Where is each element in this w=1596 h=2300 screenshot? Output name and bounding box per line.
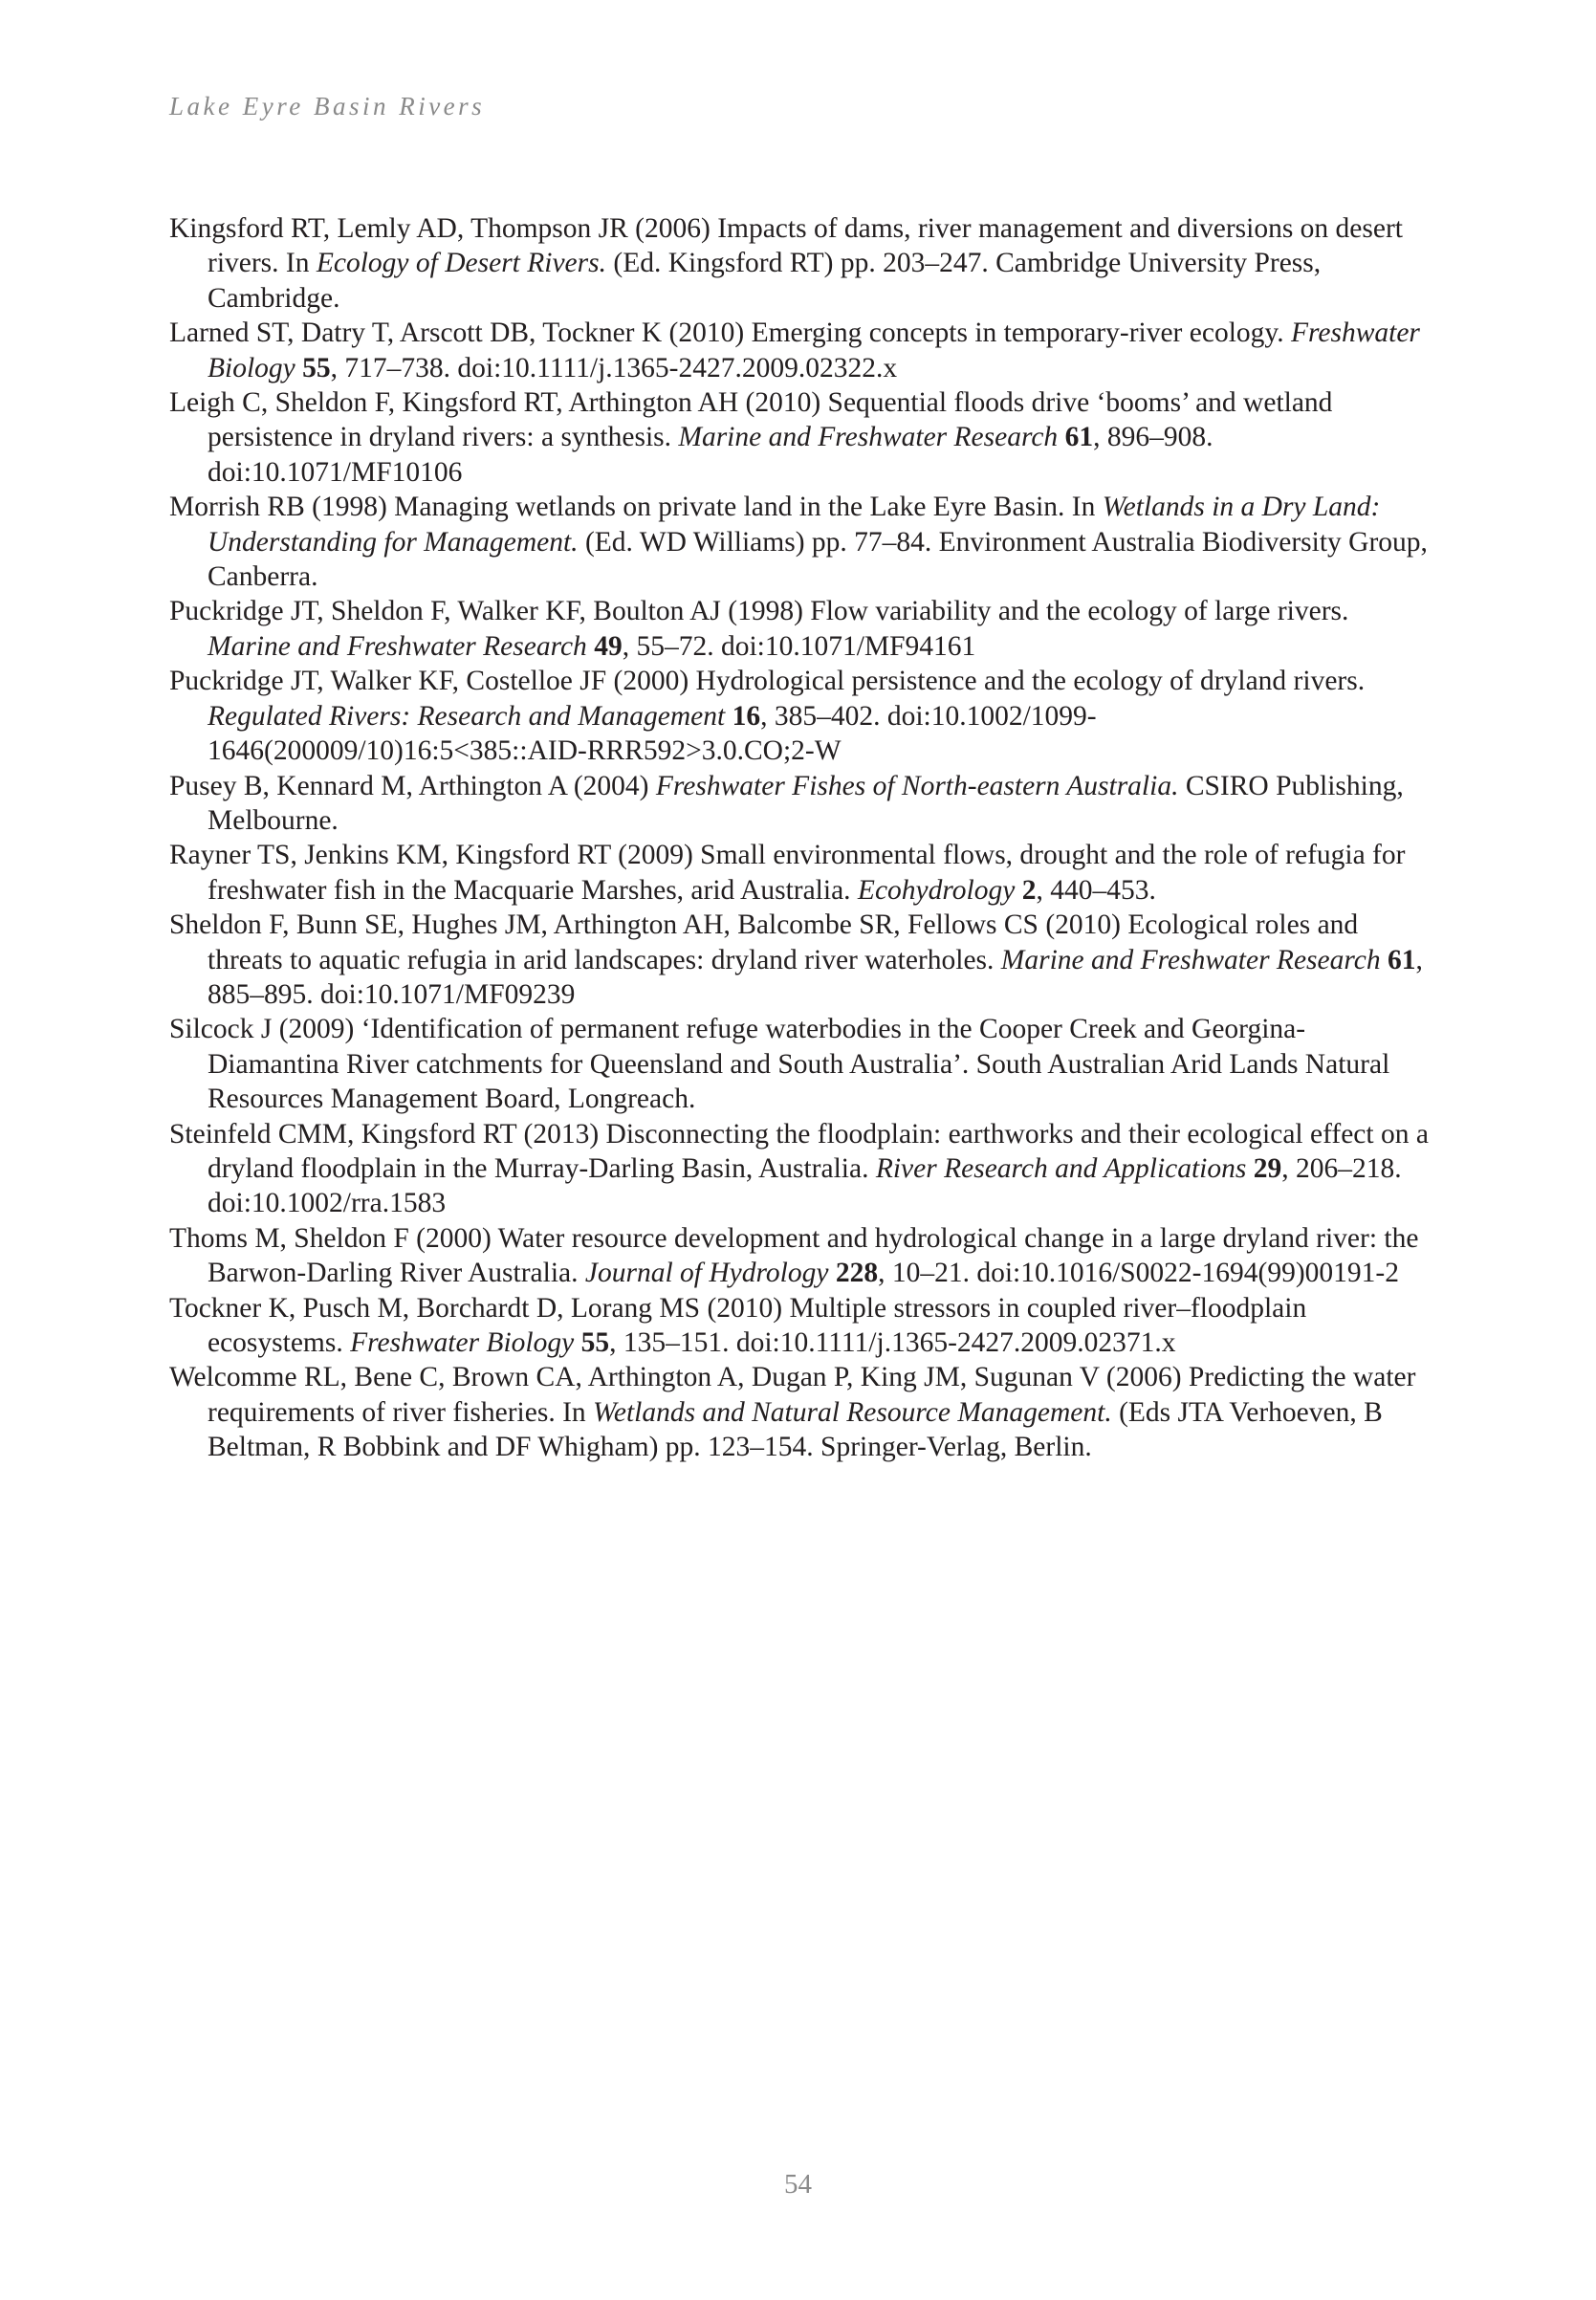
reference-text: Welcomme RL, Bene C, Brown CA, Arthington A, Dugan P, King JM, Sugunan V (2006) Predicting the water requirements of river fisheries. In <box>169 1362 1416 1428</box>
reference-entry <box>169 1221 1433 1291</box>
reference-title: Wetlands and Natural Resource Management. <box>593 1396 1112 1428</box>
reference-title: Ecology of Desert Rivers. <box>316 248 606 279</box>
reference-text: Sheldon F, Bunn SE, Hughes JM, Arthington AH, Balcombe SR, Fellows CS (2010) Ecological roles and threats to aquatic refugia in arid landscapes: dryland river waterholes. <box>169 909 1359 975</box>
reference-title: Ecohydrology <box>857 874 1016 906</box>
reference-entry <box>169 1360 1433 1464</box>
reference-volume: 55 <box>302 352 331 383</box>
reference-entry <box>169 1012 1433 1116</box>
reference-volume: 228 <box>835 1258 879 1289</box>
running-header: Lake Eyre Basin Rivers <box>169 92 486 120</box>
reference-title: Wetlands in a Dry Land: Understanding for Management. <box>208 492 1381 558</box>
reference-text: , 206–218. doi:10.1002/rra.1583 <box>208 1152 1402 1219</box>
reference-entry <box>169 908 1433 1012</box>
reference-title: Marine and Freshwater Research <box>1000 944 1381 975</box>
reference-volume: 61 <box>1387 944 1416 975</box>
reference-text: , 385–402. doi:10.1002/1099-1646(200009/10)16:5<385::AID-RRR592>3.0.CO;2-W <box>208 700 1097 767</box>
reference-list <box>169 211 1433 1465</box>
reference-text: Leigh C, Sheldon F, Kingsford RT, Arthington AH (2010) Sequential floods drive ‘booms’ and wetland persistence in dryland rivers: a synthesis. <box>169 387 1333 453</box>
reference-text <box>1058 422 1064 452</box>
reference-text: Tockner K, Pusch M, Borchardt D, Lorang MS (2010) Multiple stressors in coupled river–floodplain ecosystems. <box>169 1292 1307 1358</box>
reference-text: Thoms M, Sheldon F (2000) Water resource development and hydrological change in a large dryland river: the Barwon-Darling River Australia. <box>169 1222 1419 1289</box>
reference-title: Freshwater Biology <box>350 1327 575 1358</box>
reference-title: Journal of Hydrology <box>584 1258 829 1289</box>
reference-text: Pusey B, Kennard M, Arthington A (2004) <box>169 770 656 801</box>
reference-text <box>725 701 732 732</box>
reference-title: Freshwater Fishes of North-eastern Australia. <box>655 770 1179 801</box>
page-number: 54 <box>784 2169 812 2200</box>
reference-text <box>1015 875 1021 906</box>
reference-entry <box>169 490 1433 594</box>
reference-text: , 135–151. doi:10.1111/j.1365-2427.2009.02371.x <box>609 1327 1176 1358</box>
reference-text: , 440–453. <box>1036 874 1156 906</box>
reference-text: Puckridge JT, Sheldon F, Walker KF, Boulton AJ (1998) Flow variability and the ecology of large rivers. <box>169 596 1349 627</box>
reference-title: Marine and Freshwater Research <box>208 630 587 662</box>
reference-entry <box>169 838 1433 908</box>
reference-text: , 885–895. doi:10.1071/MF09239 <box>208 944 1423 1010</box>
reference-text <box>1381 945 1388 975</box>
reference-text: (Ed. Kingsford RT) pp. 203–247. Cambridge University Press, Cambridge. <box>208 248 1322 314</box>
reference-text: , 717–738. doi:10.1111/j.1365-2427.2009.02322.x <box>330 352 898 383</box>
reference-entry <box>169 316 1433 385</box>
reference-volume: 29 <box>1253 1152 1282 1184</box>
reference-volume: 55 <box>580 1327 610 1358</box>
reference-text <box>1246 1153 1253 1184</box>
reference-entry <box>169 1117 1433 1221</box>
reference-volume: 16 <box>732 700 761 732</box>
reference-text: Puckridge JT, Walker KF, Costelloe JF (2000) Hydrological persistence and the ecology of dryland rivers. <box>169 666 1366 697</box>
reference-text: CSIRO Publishing, Melbourne. <box>208 770 1404 836</box>
reference-entry <box>169 664 1433 768</box>
reference-text: Steinfeld CMM, Kingsford RT (2013) Disconnecting the floodplain: earthworks and their ecological effect on a dryland floodplain in the Murray-Darling Basin, Australia. <box>169 1118 1429 1184</box>
reference-text: Rayner TS, Jenkins KM, Kingsford RT (2009) Small environmental flows, drought and the role of refugia for freshwater fish in the Macquarie Marshes, arid Australia. <box>169 840 1406 906</box>
reference-entry <box>169 594 1433 664</box>
reference-text <box>574 1327 580 1358</box>
reference-title: Marine and Freshwater Research <box>678 422 1059 453</box>
reference-entry <box>169 211 1433 316</box>
reference-title: Freshwater Biology <box>208 318 1420 383</box>
reference-entry <box>169 385 1433 490</box>
reference-text: , 10–21. doi:10.1016/S0022-1694(99)00191-2 <box>878 1258 1399 1289</box>
reference-text <box>828 1258 835 1288</box>
reference-volume: 49 <box>594 630 623 662</box>
reference-text: (Eds JTA Verhoeven, B Beltman, R Bobbink and DF Whigham) pp. 123–154. Springer-Verlag, Berlin. <box>208 1396 1383 1463</box>
reference-title: Regulated Rivers: Research and Management <box>208 700 726 732</box>
reference-text: Kingsford RT, Lemly AD, Thompson JR (2006) Impacts of dams, river management and diversions on desert rivers. In <box>169 213 1403 279</box>
reference-text: Silcock J (2009) ‘Identification of permanent refuge waterbodies in the Cooper Creek and Georgina-Diamantina River catchments for Queensland and South Australia’. South Australian Arid Lands Natural Resources Management Board, Longreach. <box>169 1014 1390 1115</box>
reference-text: Morrish RB (1998) Managing wetlands on private land in the Lake Eyre Basin. In <box>169 492 1103 523</box>
reference-volume: 2 <box>1021 874 1037 906</box>
reference-text: , 896–908. doi:10.1071/MF10106 <box>208 422 1213 488</box>
reference-text: Larned ST, Datry T, Arscott DB, Tockner K (2010) Emerging concepts in temporary-river ecology. <box>169 318 1291 349</box>
reference-title: River Research and Applications <box>875 1152 1247 1184</box>
reference-entry <box>169 769 1433 839</box>
reference-entry <box>169 1291 1433 1361</box>
reference-text: , 55–72. doi:10.1071/MF94161 <box>622 630 976 662</box>
reference-text: (Ed. WD Williams) pp. 77–84. Environment Australia Biodiversity Group, Canberra. <box>208 526 1428 593</box>
reference-volume: 61 <box>1064 422 1094 453</box>
